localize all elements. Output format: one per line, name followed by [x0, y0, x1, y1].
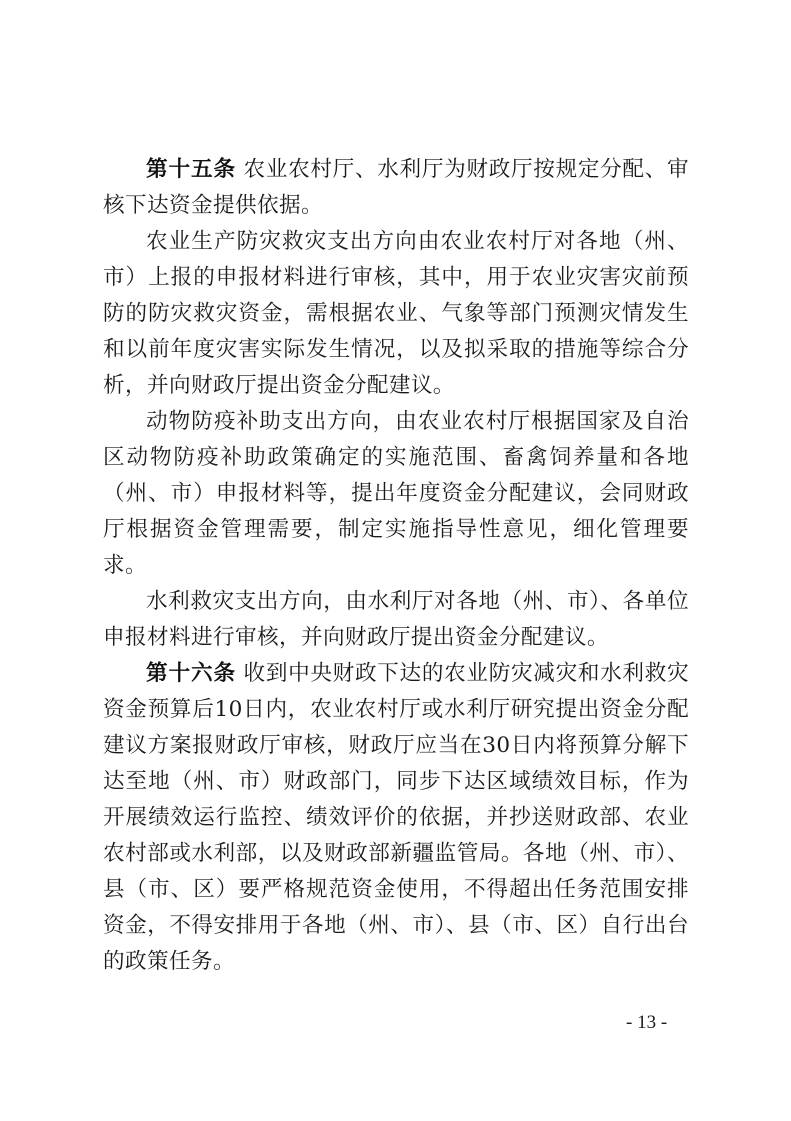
disaster-prevention-paragraph [103, 224, 689, 404]
article-15-heading: 第十五条 [146, 157, 236, 182]
article-16-text: 收到中央财政下达的农业防灾减灾和水利救灾资金预算后10日内，农业农村厅或水利厅研究提出资金分配建议方案报财政厅审核，财政厅应当在30日内将预算分解下达至地（州、市）财政部门，同步下达区域绩效目标，作为开展绩效运行监控、绩效评价的依据，并抄送财政部、农业农村部或水利部，以及财政部新疆监管局。各地（州、市）、县（市、区）要严格规范资金使用，不得超出任务范围安排资金，不得安排用于各地（州、市）、县（市、区）自行出台的政策任务。 [103, 661, 690, 974]
water-relief-text: 水利救灾支出方向，由水利厅对各地（州、市）、各单位申报材料进行审核，并向财政厅提出资金分配建议。 [103, 589, 689, 650]
article-15-paragraph [103, 152, 689, 224]
article-16-heading: 第十六条 [146, 661, 236, 686]
animal-epidemic-paragraph [103, 404, 689, 584]
document-body [103, 152, 689, 980]
page-number: - 13 - [626, 1012, 668, 1033]
article-16-paragraph [103, 656, 689, 980]
disaster-prevention-text: 农业生产防灾救灾支出方向由农业农村厅对各地（州、市）上报的申报材料进行审核，其中，用于农业灾害灾前预防的防灾救灾资金，需根据农业、气象等部门预测灾情发生和以前年度灾害实际发生情况，以及拟采取的措施等综合分析，并向财政厅提出资金分配建议。 [103, 229, 689, 398]
water-relief-paragraph [103, 584, 689, 656]
animal-epidemic-text: 动物防疫补助支出方向，由农业农村厅根据国家及自治区动物防疫补助政策确定的实施范围、畜禽饲养量和各地（州、市）申报材料等，提出年度资金分配建议，会同财政厅根据资金管理需要，制定实施指导性意见，细化管理要求。 [103, 409, 689, 578]
article-15-text: 农业农村厅、水利厅为财政厅按规定分配、审核下达资金提供依据。 [103, 157, 690, 218]
